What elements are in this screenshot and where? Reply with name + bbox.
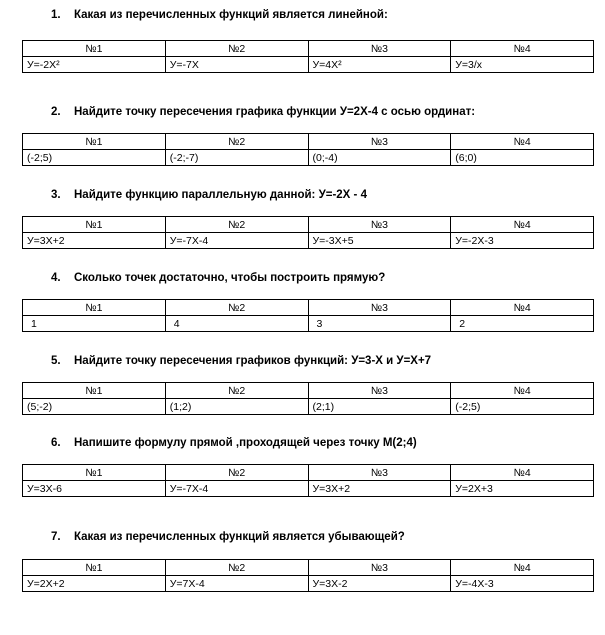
option-cell: У=2Х+2 (23, 576, 166, 592)
option-header-4: №4 (451, 41, 594, 57)
option-header-1: №1 (23, 383, 166, 399)
option-cell: У=7Х-4 (165, 576, 308, 592)
option-cell: У=-4Х-3 (451, 576, 594, 592)
question-number: 2. (51, 106, 61, 118)
option-header-4: №4 (451, 300, 594, 316)
option-header-4: №4 (451, 383, 594, 399)
question-6-answers-table (22, 464, 594, 497)
option-cell: (-2;-7) (165, 150, 308, 166)
question-number: 5. (51, 355, 61, 367)
question-5-answers-table (22, 382, 594, 415)
option-header-4: №4 (451, 465, 594, 481)
option-header-2: №2 (165, 134, 308, 150)
option-cell: 4 (165, 316, 308, 332)
option-header-3: №3 (308, 217, 451, 233)
option-cell: 2 (451, 316, 594, 332)
question-text: Найдите точку пересечения графика функции У=2Х-4 с осью ординат: (74, 106, 476, 118)
option-cell: (2;1) (308, 399, 451, 415)
option-header-1: №1 (23, 41, 166, 57)
option-cell: (-2;5) (23, 150, 166, 166)
option-cell: У=3Х-6 (23, 481, 166, 497)
option-header-2: №2 (165, 41, 308, 57)
option-header-2: №2 (165, 560, 308, 576)
option-header-3: №3 (308, 560, 451, 576)
option-header-4: №4 (451, 134, 594, 150)
option-cell: (5;-2) (23, 399, 166, 415)
question-1-answers-table (22, 40, 594, 73)
question-4-answers-table (22, 299, 594, 332)
option-header-4: №4 (451, 560, 594, 576)
option-header-3: №3 (308, 41, 451, 57)
option-header-1: №1 (23, 217, 166, 233)
option-cell: У=-2Х² (23, 57, 166, 73)
question-number: 7. (51, 531, 61, 543)
option-header-2: №2 (165, 300, 308, 316)
option-header-3: №3 (308, 300, 451, 316)
question-text: Какая из перечисленных функций является линейной: (74, 9, 388, 21)
option-cell: У=-7Х-4 (165, 481, 308, 497)
question-number: 1. (51, 9, 61, 21)
option-header-4: №4 (451, 217, 594, 233)
option-cell: У=-2Х-3 (451, 233, 594, 249)
option-header-2: №2 (165, 383, 308, 399)
question-text: Какая из перечисленных функций является убывающей? (74, 531, 405, 543)
option-header-3: №3 (308, 134, 451, 150)
question-text: Напишите формулу прямой ,проходящей через точку М(2;4) (74, 437, 417, 449)
option-header-1: №1 (23, 134, 166, 150)
question-number: 6. (51, 437, 61, 449)
option-cell: У=2Х+3 (451, 481, 594, 497)
question-3-answers-table (22, 216, 594, 249)
option-header-1: №1 (23, 300, 166, 316)
option-cell: У=-7Х-4 (165, 233, 308, 249)
option-header-3: №3 (308, 465, 451, 481)
option-cell: (1;2) (165, 399, 308, 415)
option-cell: (0;-4) (308, 150, 451, 166)
option-cell: У=4Х² (308, 57, 451, 73)
option-header-2: №2 (165, 217, 308, 233)
option-header-2: №2 (165, 465, 308, 481)
option-header-3: №3 (308, 383, 451, 399)
option-cell: У=3Х-2 (308, 576, 451, 592)
option-cell: (-2;5) (451, 399, 594, 415)
question-7-answers-table (22, 559, 594, 592)
question-text: Найдите точку пересечения графиков функций: У=3-Х и У=Х+7 (74, 355, 432, 367)
question-text: Найдите функцию параллельную данной: У=-2Х - 4 (74, 189, 367, 201)
option-header-1: №1 (23, 560, 166, 576)
option-cell: (6;0) (451, 150, 594, 166)
question-2-answers-table (22, 133, 594, 166)
question-text: Сколько точек достаточно, чтобы построить прямую? (74, 272, 386, 284)
question-number: 4. (51, 272, 61, 284)
option-cell: У=3/х (451, 57, 594, 73)
option-cell: У=3Х+2 (23, 233, 166, 249)
question-number: 3. (51, 189, 61, 201)
option-cell: У=-3Х+5 (308, 233, 451, 249)
option-header-1: №1 (23, 465, 166, 481)
option-cell: 3 (308, 316, 451, 332)
option-cell: У=-7Х (165, 57, 308, 73)
option-cell: 1 (23, 316, 166, 332)
option-cell: У=3Х+2 (308, 481, 451, 497)
